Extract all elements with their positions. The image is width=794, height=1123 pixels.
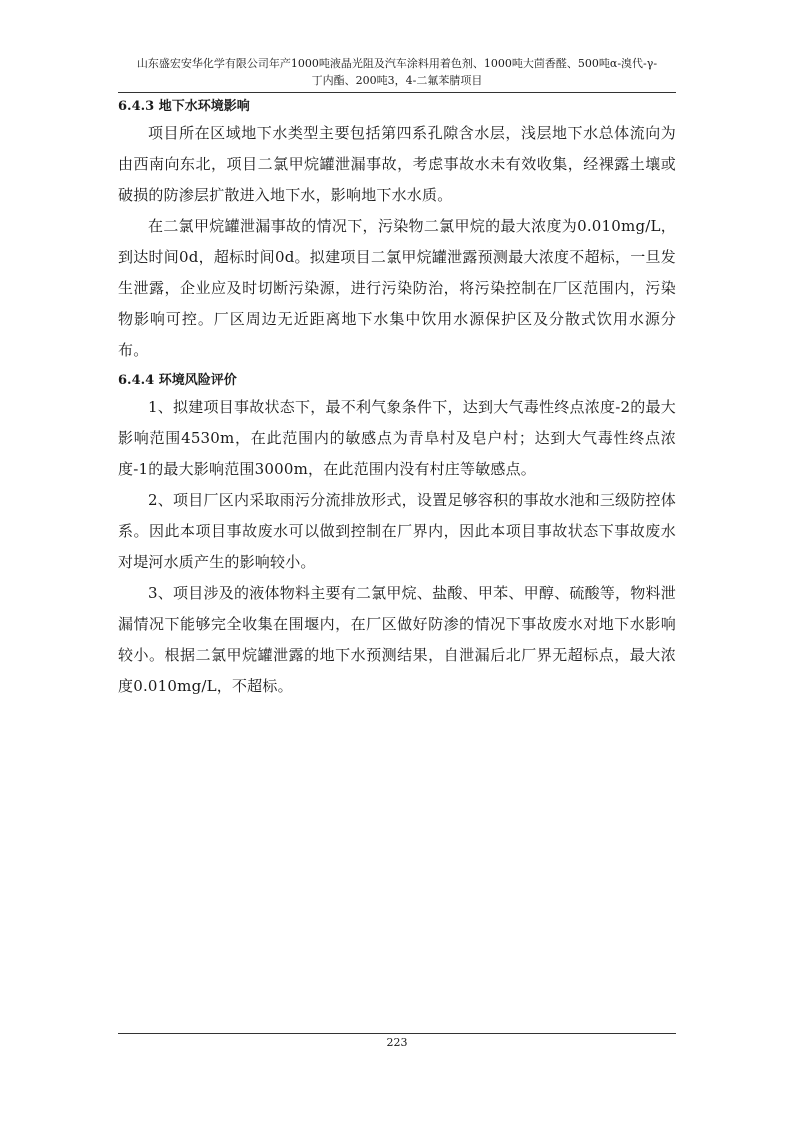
footer-divider bbox=[118, 1033, 676, 1034]
paragraph: 2、项目厂区内采取雨污分流排放形式，设置足够容积的事故水池和三级防控体系。因此本项目事故废水可以做到控制在厂界内，因此本项目事故状态下事故废水对堤河水质产生的影响较小。 bbox=[118, 491, 676, 571]
page-number: 223 bbox=[386, 1036, 408, 1049]
document-body bbox=[118, 96, 676, 702]
paragraph: 项目所在区域地下水类型主要包括第四系孔隙含水层，浅层地下水总体流向为由西南向东北，项目二氯甲烷罐泄漏事故，考虑事故水未有效收集，经裸露土壤或破损的防渗层扩散进入地下水，影响地下水水质。 bbox=[118, 124, 676, 204]
header-divider bbox=[118, 92, 676, 93]
header-line-1: 山东盛宏安华化学有限公司年产1000吨液晶光阻及汽车涂料用着色剂、1000吨大茴香醛、500吨α-溴代-γ- bbox=[136, 57, 658, 70]
paragraph: 在二氯甲烷罐泄漏事故的情况下，污染物二氯甲烷的最大浓度为0.010mg/L，到达时间0d，超标时间0d。拟建项目二氯甲烷罐泄露预测最大浓度不超标，一旦发生泄露，企业应及时切断污染源，进行污染防治，将污染控制在厂区范围内，污染物影响可控。厂区周边无近距离地下水集中饮用水源保护区及分散式饮用水源分布。 bbox=[118, 217, 676, 359]
section-heading-risk-assessment: 6.4.4 环境风险评价 bbox=[118, 373, 237, 388]
page-header bbox=[118, 55, 676, 89]
section-heading-groundwater: 6.4.3 地下水环境影响 bbox=[118, 99, 250, 114]
paragraph: 1、拟建项目事故状态下，最不利气象条件下，达到大气毒性终点浓度-2的最大影响范围4530m，在此范围内的敏感点为青阜村及皂户村；达到大气毒性终点浓度-1的最大影响范围3000m，在此范围内没有村庄等敏感点。 bbox=[118, 398, 676, 478]
paragraph: 3、项目涉及的液体物料主要有二氯甲烷、盐酸、甲苯、甲醇、硫酸等，物料泄漏情况下能够完全收集在围堰内，在厂区做好防渗的情况下事故废水对地下水影响较小。根据二氯甲烷罐泄露的地下水预测结果，自泄漏后北厂界无超标点，最大浓度0.010mg/L，不超标。 bbox=[118, 584, 676, 695]
header-line-2: 丁内酯、200吨3，4-二氟苯腈项目 bbox=[311, 74, 483, 87]
